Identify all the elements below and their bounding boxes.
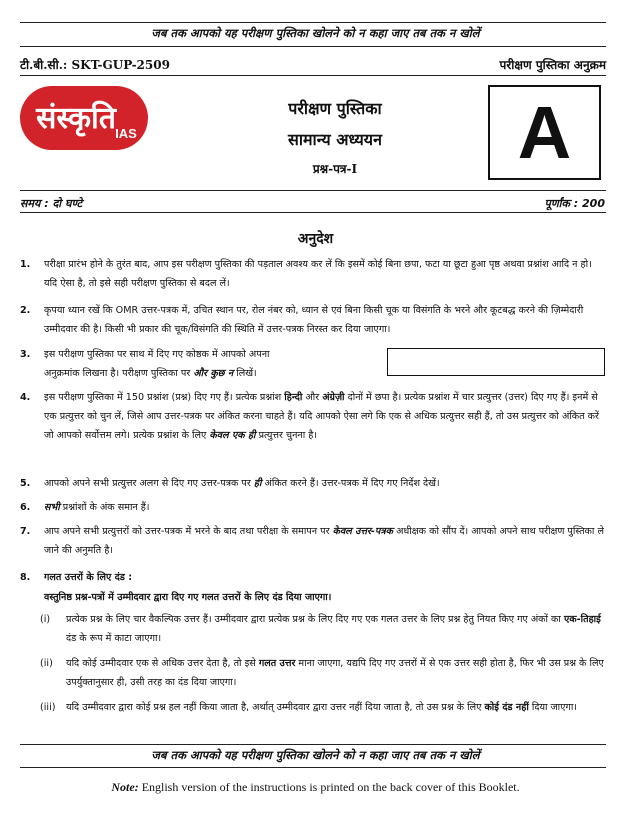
instruction-3-line-2a: अनुक्रमांक लिखना है। परीक्षण पुस्तिका पर [44,368,194,379]
instruction-7-answer-sheet-only: केवल उत्तर-पत्रक [332,526,394,537]
subject-title: सामान्य अध्ययन [288,130,382,149]
penalty-rule-2-part-c: माना जाएगा, यद्यपि दिए गए उत्तरों में से एक उत्तर सही होता है, फिर भी उस प्रश्न के लिए उपर्युक्तानुसार ही, उसी तरह का दंड दिया जाएगा। [66,658,604,688]
penalty-rule-1-one-third: एक-तिहाई [563,614,601,625]
instruction-5-part-a: आपको अपने सभी प्रत्युत्तर अलग से दिए गए उत्तर-पत्रक पर [44,478,254,489]
instruction-7-part-a: आप अपने सभी प्रत्युत्तरों को उत्तर-पत्रक में भरने के बाद तथा परीक्षा के समापन पर [44,526,333,537]
instruction-text [44,522,606,560]
instruction-text [44,474,606,493]
meta-top-rule [20,190,606,191]
instruction-2 [20,301,606,339]
instruction-number: 7. [20,526,31,537]
penalty-subheading: वस्तुनिष्ठ प्रश्न-पत्रों में उम्मीदवार द्वारा दिए गए गलत उत्तरों के लिए दंड दिया जाएगा। [44,592,332,603]
instruction-number: 6. [20,502,31,513]
bottom-banner: जब तक आपको यह परीक्षण पुस्तिका खोलने को न कहा जाए तब तक न खोलें [151,748,480,762]
bottom-banner-top-rule [20,744,606,745]
series-box [488,85,601,180]
penalty-rule-1-part-c: दंड के रूप में काटा जाएगा। [66,633,162,644]
penalty-rule-3 [40,698,606,717]
penalty-rule-2-part-a: यदि कोई उम्मीदवार एक से अधिक उत्तर देता है, तो इसे [66,658,259,669]
instruction-6-all: सभी [44,502,60,513]
penalty-rule-number: (iii) [40,702,56,713]
penalty-rule-3-part-c: दिया जाएगा। [528,702,577,713]
instruction-number: 4. [20,392,31,403]
top-rule [20,22,606,23]
instruction-text: परीक्षा प्रारंभ होने के तुरंत बाद, आप इस परीक्षण पुस्तिका की पड़ताल अवश्य कर लें कि इसमें कोई बिना छपा, फटा या छूटा हुआ पृष्ठ अथवा प्रश्नांश आदि न हो। यदि ऐसा है, तो इसे सही परीक्षण पुस्तिका से बदल लें। [44,259,592,289]
instruction-text [44,388,606,445]
instruction-5 [20,474,606,493]
meta-bottom-rule [20,212,606,213]
booklet-title: परीक्षण पुस्तिका [288,99,382,118]
booklet-code: टी.बी.सी.: SKT-GUP-2509 [20,58,170,72]
instruction-7-part-c: अधीक्षक को सौंप दें। आपको अपने साथ परीक्षण पुस्तिका ले जाने की अनुमति है। [44,526,604,556]
penalty-rule-1-part-a: प्रत्येक प्रश्न के लिए चार वैकल्पिक उत्तर हैं। उम्मीदवार द्वारा प्रत्येक प्रश्न के लिए दिए गए एक गलत उत्तर के लिए प्रश्न हेतु नियत किए गए अंकों का [66,614,564,625]
instruction-4-part-g: प्रत्युत्तर चुनना है। [255,430,318,441]
instruction-8 [20,568,606,587]
instruction-number: 8. [20,572,31,583]
instruction-4-part-a: इस परीक्षण पुस्तिका में 150 प्रश्नांश (प्रश्न) दिए गए हैं। प्रत्येक प्रश्नांश [44,392,285,403]
penalty-rule-2-wrong-answer: गलत उत्तर [258,658,296,669]
instruction-4-english: अंग्रेज़ी [322,392,345,403]
instruction-3 [20,345,380,383]
instructions-heading: अनुदेश [297,231,334,247]
max-marks: पूर्णांक : 200 [544,197,605,210]
note-label: Note: [111,780,139,794]
penalty-heading: गलत उत्तरों के लिए दंड : [44,572,133,583]
series-letter: A [517,91,572,174]
booklet-sequence-label: परीक्षण पुस्तिका अनुक्रम [499,58,606,72]
instruction-5-part-c: अंकित करने हैं। उत्तर-पत्रक में दिए गए निर्देश देखें। [261,478,440,489]
penalty-rule-1 [40,610,606,648]
top-banner: जब तक आपको यह परीक्षण पुस्तिका खोलने को न कहा जाए तब तक न खोलें [151,26,480,40]
bottom-banner-rule [20,767,606,768]
paper-title: प्रश्न-पत्र-I [312,162,358,176]
instruction-number: 3. [20,349,31,360]
instruction-1 [20,255,606,293]
instruction-7 [20,522,606,560]
instruction-6 [20,498,606,517]
instruction-6-rest: प्रश्नांशों के अंक समान हैं। [59,502,150,513]
roll-number-box[interactable] [387,348,605,376]
header-rule [20,75,606,76]
instruction-4 [20,388,606,445]
penalty-rule-3-part-a: यदि उम्मीदवार द्वारा कोई प्रश्न हल नहीं किया जाता है, अर्थात् उम्मीदवार द्वारा उत्तर नहीं दिया जाता है, तो उस प्रश्न के लिए [66,702,485,713]
exam-time: समय : दो घण्टे [20,197,83,210]
instruction-5-only: ही [253,478,262,489]
logo-ias: IAS [115,126,137,141]
penalty-rule-text [66,654,606,692]
banner-rule [20,46,606,47]
instruction-4-part-c: और [302,392,323,403]
instruction-4-hindi: हिन्दी [284,392,303,403]
penalty-rule-number: (ii) [40,658,53,669]
penalty-subheading-row [20,588,606,607]
instruction-text: कृपया ध्यान रखें कि OMR उत्तर-पत्रक में, उचित स्थान पर, रोल नंबर को, ध्यान से एवं बिना किसी चूक या विसंगति के भरने और कूटबद्ध करने की ज़िम्मेदारी उम्मीदवार की है। किसी भी प्रकार की चूक/विसंगति की स्थिति में उत्तर-पत्रक निरस्त कर दिया जाएगा। [44,305,584,335]
sanskriti-ias-logo [20,84,155,152]
instruction-4-only-one: केवल एक ही [209,430,256,441]
instruction-text [44,345,380,383]
instruction-3-line-2c: लिखें। [233,368,257,379]
penalty-rule-2 [40,654,606,692]
english-version-note [0,780,631,795]
instruction-number: 1. [20,259,31,270]
instruction-3-line-1: इस परीक्षण पुस्तिका पर साथ में दिए गए कोष्ठक में आपको अपना [44,349,270,360]
note-text: English version of the instructions is printed on the back cover of this Booklet. [138,780,520,794]
penalty-rule-text [66,698,606,717]
penalty-rule-number: (i) [40,614,51,625]
logo-word: संस्कृति [36,101,116,136]
penalty-rule-text [66,610,606,648]
instruction-text [44,498,606,517]
penalty-rule-3-no-penalty: कोई दंड नहीं [484,702,529,713]
instruction-number: 5. [20,478,31,489]
logo-badge [20,84,155,152]
instruction-3-emphasis: और कुछ न [193,368,234,379]
instruction-number: 2. [20,305,31,316]
instruction-4-part-e: दोनों में छपा है। प्रत्येक प्रश्नांश में चार प्रत्युत्तर (उत्तर) दिए गए हैं। इनमें से एक प्रत्युत्तर को चुन लें, जिसे आप उत्तर-पत्रक पर अंकित करना चाहते हैं। यदि आपको ऐसा लगे कि एक से अधिक प्रत्युत्तर सही हैं, तो उस प्रत्युत्तर को अंकित करें जो आपको सर्वोत्तम लगे। प्रत्येक प्रश्नांश के लिए [44,392,599,441]
